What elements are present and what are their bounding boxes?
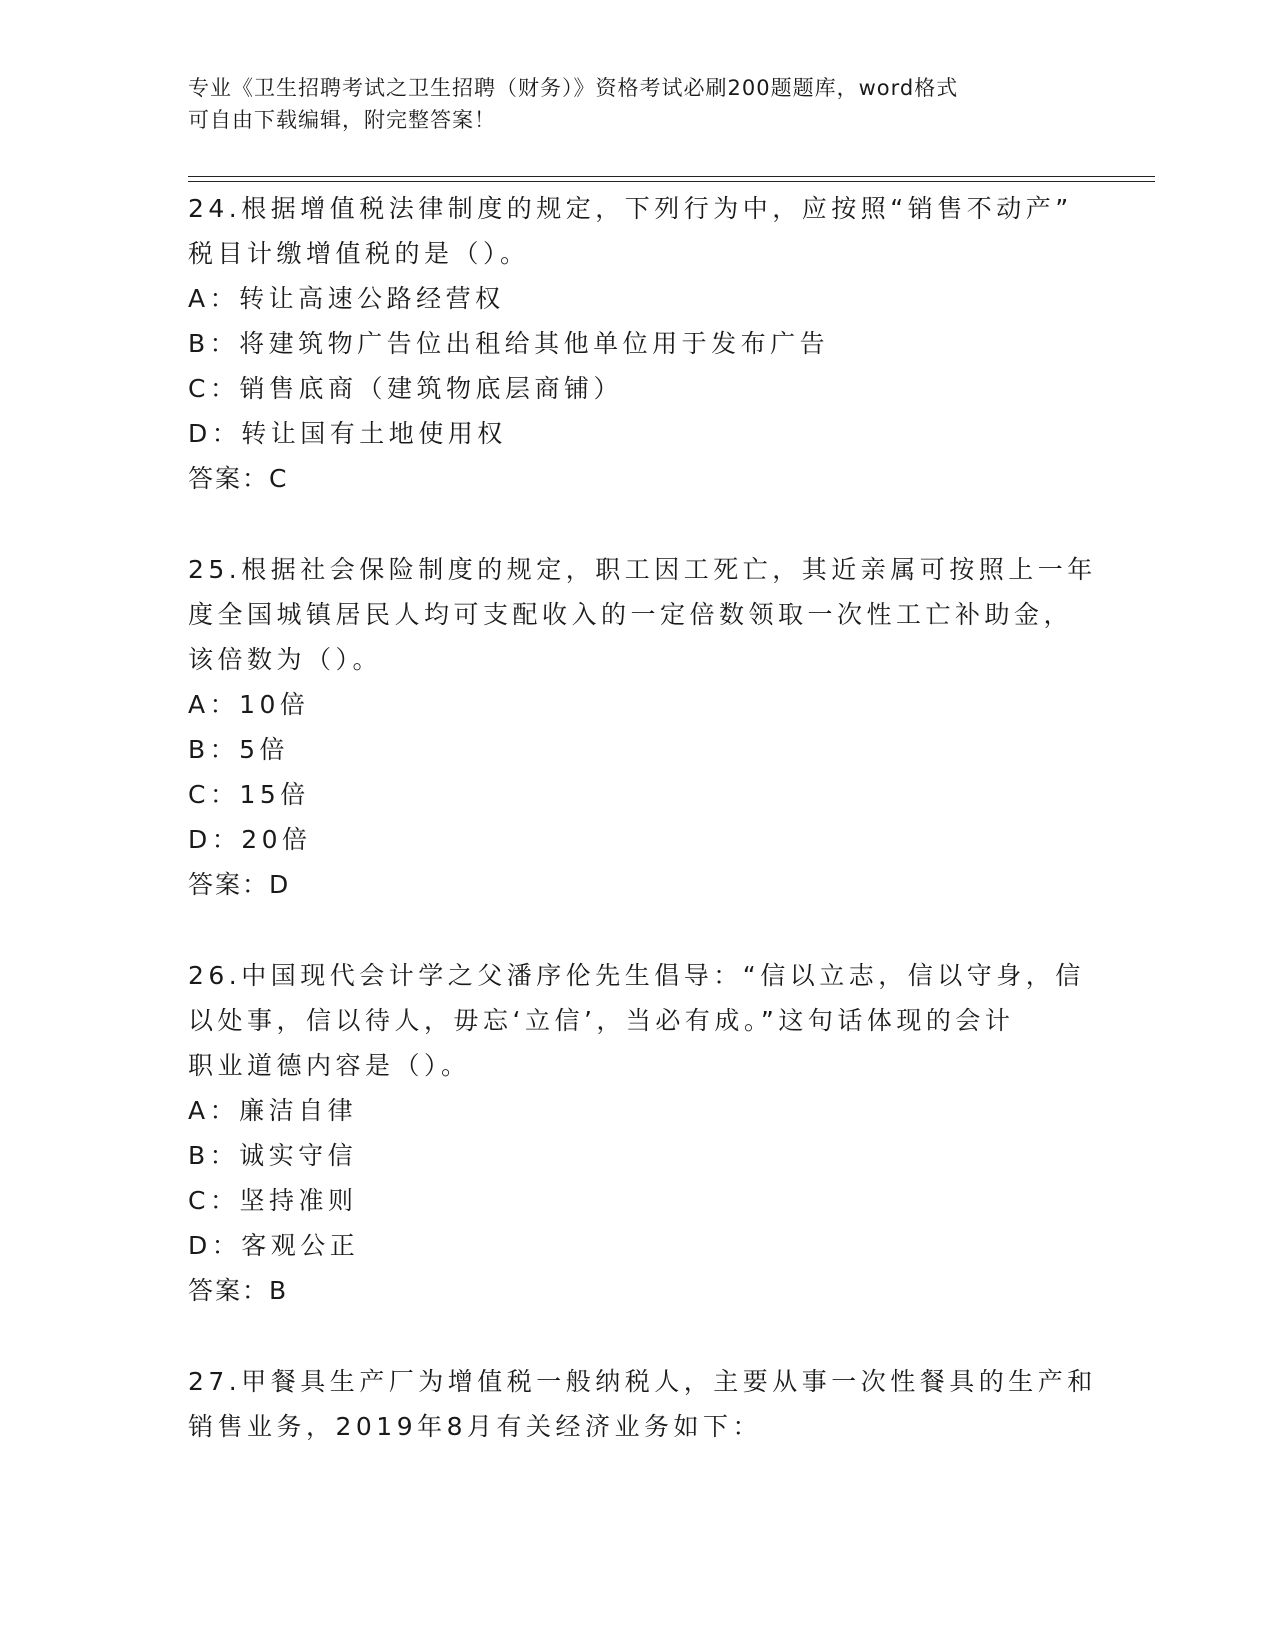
- question-stem-line: 职业道德内容是（）。: [188, 1051, 471, 1080]
- option-d: D：客观公正: [188, 1231, 360, 1260]
- question-stem-line: 25.根据社会保险制度的规定，职工因工死亡，其近亲属可按照上一年: [188, 555, 1097, 584]
- question-stem-line: 税目计缴增值税的是（）。: [188, 239, 530, 268]
- question-24: [188, 186, 1088, 501]
- header-line-1: 专业《卫生招聘考试之卫生招聘（财务）》资格考试必刷200题题库，word格式: [188, 76, 959, 100]
- question-stem-line: 该倍数为（）。: [188, 645, 383, 674]
- answer-line: 答案：C: [188, 464, 289, 493]
- question-26: [188, 953, 1088, 1313]
- header-divider-bottom: [188, 181, 1155, 182]
- question-27: [188, 1359, 1097, 1449]
- option-a: A：转让高速公路经营权: [188, 284, 505, 313]
- option-c: C：坚持准则: [188, 1186, 358, 1215]
- header-line-2: 可自由下载编辑，附完整答案！: [188, 108, 496, 132]
- answer-line: 答案：D: [188, 870, 291, 899]
- answer-line: 答案：B: [188, 1276, 289, 1305]
- option-b: B：将建筑物广告位出租给其他单位用于发布广告: [188, 329, 830, 358]
- document-header: [188, 72, 1068, 136]
- option-a: A：10倍: [188, 690, 310, 719]
- option-b: B：诚实守信: [188, 1141, 358, 1170]
- question-stem-line: 27.甲餐具生产厂为增值税一般纳税人，主要从事一次性餐具的生产和: [188, 1367, 1097, 1396]
- option-c: C：销售底商（建筑物底层商铺）: [188, 374, 623, 403]
- option-d: D：转让国有土地使用权: [188, 419, 507, 448]
- option-b: B：5倍: [188, 735, 290, 764]
- question-stem-line: 24.根据增值税法律制度的规定，下列行为中，应按照“销售不动产”: [188, 194, 1073, 223]
- question-stem-line: 销售业务，2019年8月有关经济业务如下：: [188, 1412, 763, 1441]
- question-stem-line: 度全国城镇居民人均可支配收入的一定倍数领取一次性工亡补助金，: [188, 600, 1074, 629]
- question-stem-line: 26.中国现代会计学之父潘序伦先生倡导：“信以立志，信以守身，信: [188, 961, 1085, 990]
- option-c: C：15倍: [188, 780, 310, 809]
- option-a: A：廉洁自律: [188, 1096, 358, 1125]
- header-divider-top: [188, 176, 1155, 177]
- question-list: [188, 186, 1097, 1449]
- option-d: D：20倍: [188, 825, 312, 854]
- question-stem-line: 以处事，信以待人，毋忘‘立信’，当必有成。”这句话体现的会计: [188, 1006, 1015, 1035]
- question-25: [188, 547, 1097, 907]
